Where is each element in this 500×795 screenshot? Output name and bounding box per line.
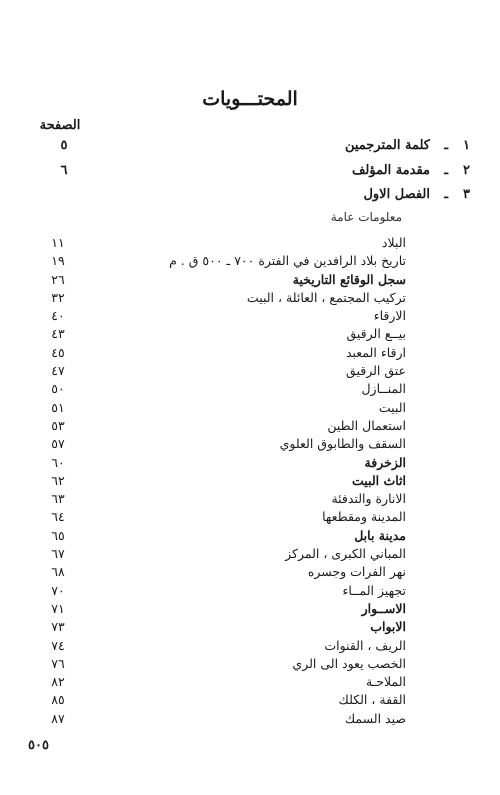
toc-entry-label: الارقاء [373,308,406,324]
toc-entry [40,527,406,545]
toc-entry-page: ٤٠ [51,308,65,324]
toc-entry [40,454,406,472]
toc-entry [40,325,406,343]
toc-entry-page: ٨٢ [51,674,65,690]
toc-entry [40,655,406,673]
chapter-page: ٥ [60,138,68,153]
toc-entry-page: ٦٨ [51,564,65,580]
toc-entry [40,508,406,526]
toc-entry-page: ١١ [51,235,65,250]
toc-entry-page: ٨٥ [51,692,65,708]
toc-entry [40,472,406,490]
toc-entry-label: الاســوار [361,600,406,616]
toc-entry [40,710,406,728]
toc-entry-label: بيــع الرقيق [346,326,406,342]
toc-entry-label: سجل الوقائع التاريخية [292,271,406,287]
toc-entry [40,289,406,307]
toc-entry-page: ٧٠ [51,582,65,598]
toc-entry [40,344,406,362]
toc-entry-page: ٦٣ [51,491,65,507]
chapter-number: ٣ [463,187,470,202]
toc-entry-label: الابواب [370,619,406,635]
chapter-number: ٢ [463,163,470,178]
chapter-row-1 [40,138,470,158]
chapter-label: الفصل الاول [363,187,430,202]
toc-entry-page: ٢٦ [51,271,65,287]
toc-entry-page: ٤٥ [51,344,65,360]
toc-entry-page: ٧٣ [51,619,65,635]
toc-entry-page: ٦٤ [51,509,65,525]
toc-entry [40,380,406,398]
toc-entry-page: ٤٧ [51,363,65,379]
chapter-row-3 [40,187,470,207]
toc-entry-label: اثاث البيت [352,472,406,488]
toc-entry-label: تجهيز المــاء [342,582,406,598]
toc-entry-label: البيت [378,399,406,415]
chapter-row-2 [40,163,470,183]
toc-entry-label: استعمال الطين [327,417,406,433]
toc-entry-page: ٧١ [51,600,65,616]
toc-entry-page: ٨٧ [51,710,65,726]
toc-entry-label: تاريخ بلاد الرافدين في الفترة ٧٠٠ ـ ٥٠٠ ق . م [169,253,406,269]
toc-entries [40,234,406,728]
toc-entry-label: مدينة بابل [354,527,406,543]
toc-entry [40,618,406,636]
section-subheading: معلومات عامة [330,210,402,224]
toc-entry [40,582,406,600]
toc-entry-label: الانارة والتدفئة [331,491,406,507]
toc-entry-page: ٥١ [51,399,65,415]
dash-separator: ـ [444,187,448,202]
chapter-label: كلمة المترجمين [344,138,430,153]
toc-entry-label: الخصب يعود الى الري [292,655,406,671]
dash-separator: ـ [444,138,448,153]
toc-entry-page: ٥٧ [51,436,65,452]
chapter-number: ١ [463,138,470,153]
toc-entry-label: المنــازل [361,381,406,397]
toc-entry-page: ٦٠ [51,454,65,470]
toc-entry [40,234,406,252]
toc-entry-page: ٥٣ [51,417,65,433]
toc-entry-page: ٥٠ [51,381,65,397]
toc-entry-label: القفة ، الكلك [338,692,406,708]
toc-entry [40,362,406,380]
toc-entry [40,563,406,581]
toc-entry [40,307,406,325]
toc-entry-label: المباني الكبرى ، المركز [285,546,406,562]
toc-entry [40,417,406,435]
toc-entry-page: ٦٥ [51,527,65,543]
toc-entry [40,673,406,691]
toc-entry [40,691,406,709]
toc-entry-page: ٦٧ [51,546,65,562]
toc-entry [40,637,406,655]
toc-entry [40,435,406,453]
toc-entry [40,545,406,563]
toc-entry-label: المدينة ومقطعها [322,509,406,525]
toc-entry-label: ارقاء المعبد [345,344,406,360]
toc-entry [40,271,406,289]
toc-entry-label: الملاحـة [365,674,406,690]
toc-entry-label: الزخرفة [364,454,406,470]
toc-entry [40,490,406,508]
page-column-header: الصفحة [39,118,81,133]
toc-entry-label: صيد السمك [344,710,406,726]
toc-entry-page: ٤٣ [51,326,65,342]
chapter-label: مقدمة المؤلف [351,163,430,178]
dash-separator: ـ [444,163,448,178]
toc-entry-label: السقف والطابوق العلوي [279,436,406,452]
toc-entry-label: عتق الرقيق [346,363,406,379]
toc-entry [40,252,406,270]
toc-entry-label: البلاد [381,235,406,250]
toc-entry-page: ٧٦ [51,655,65,671]
toc-entry [40,600,406,618]
toc-entry-label: نهر الفرات وجسره [307,564,406,580]
toc-entry [40,399,406,417]
toc-entry-label: الريف ، القنوات [324,637,406,653]
chapter-page: ٦ [60,163,68,178]
page-number: ٥٠٥ [28,738,49,753]
page-title: المحتـــويات [202,88,298,110]
toc-entry-label: تركيب المجتمع ، العائلة ، البيت [246,289,406,305]
toc-entry-page: ٣٢ [51,289,65,305]
toc-entry-page: ٧٤ [51,637,65,653]
toc-entry-page: ١٩ [51,253,65,269]
toc-entry-page: ٦٢ [51,472,65,488]
